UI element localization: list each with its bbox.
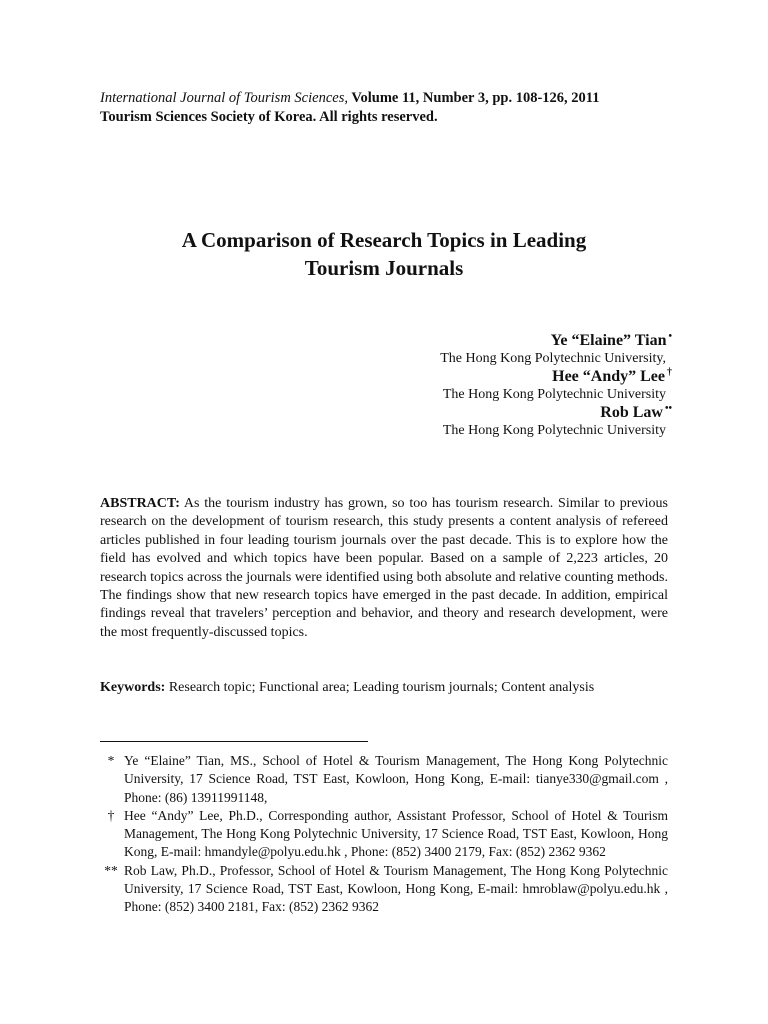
footnote-divider xyxy=(100,741,368,742)
footnotes xyxy=(100,752,668,917)
author-affiliation: The Hong Kong Polytechnic University xyxy=(442,387,666,402)
footnote-mark: ** xyxy=(104,862,118,878)
keywords-label: Keywords: xyxy=(100,680,166,695)
paper-title xyxy=(100,226,668,282)
author-name-text: Rob Law xyxy=(600,404,663,421)
author-name xyxy=(300,403,672,422)
author-name xyxy=(300,331,672,350)
footnote xyxy=(100,862,668,917)
author-mark: † xyxy=(667,367,672,378)
author-mark: •• xyxy=(664,403,672,414)
footnote xyxy=(100,752,668,807)
author-name xyxy=(300,367,672,386)
journal-citation-line xyxy=(100,89,700,108)
footnote-text: Hee “Andy” Lee, Ph.D., Corresponding author, Assistant Professor, School of Hotel & Tourism Management, The Hong Kong Polytechnic University, 17 Science Road, TST East, Kowloon, Hong Kong, E-mail: hmandyle@polyu.edu.hk , Phone: (852) 3400 2179, Fax: (852) 2362 9362 xyxy=(124,807,668,860)
author-mark: • xyxy=(668,331,672,342)
journal-volume: Volume 11, Number 3, pp. 108-126, 2011 xyxy=(347,90,600,106)
keywords-text: Research topic; Functional area; Leading tourism journals; Content analysis xyxy=(165,680,595,695)
title-line-2: Tourism Journals xyxy=(304,256,464,280)
footnote-mark: * xyxy=(107,753,115,768)
abstract-text: As the tourism industry has grown, so too has tourism research. Similar to previous research on the development of tourism research, this study presents a content analysis of refereed articles published in four leading tourism journals over the past decade. This is to explore how the field has evolved and which topics have been popular. Based on a sample of 2,223 articles, 20 research topics across the journals were identified using both absolute and relative counting methods. The findings show that new research topics have emerged in the past decade. In addition, empirical findings reveal that travelers’ perception and behavior, and theory and research development, were the most frequently-discussed topics. xyxy=(100,496,668,640)
copyright-notice: Tourism Sciences Society of Korea. All rights reserved. xyxy=(100,109,438,125)
footnote-text: Rob Law, Ph.D., Professor, School of Hotel & Tourism Management, The Hong Kong Polytechnic University, 17 Science Road, TST East, Kowloon, Hong Kong, E-mail: hmroblaw@polyu.edu.hk , Phone: (852) 3400 2181, Fax: (852) 2362 9362 xyxy=(124,862,668,915)
author-affiliation: The Hong Kong Polytechnic University xyxy=(442,423,666,438)
footnote-text: Ye “Elaine” Tian, MS., School of Hotel & Tourism Management, The Hong Kong Polytechnic University, 17 Science Road, TST East, Kowloon, Hong Kong, E-mail: tianye330@gmail.com , Phone: (86) 13911991148, xyxy=(124,753,668,805)
title-line-1: A Comparison of Research Topics in Leading xyxy=(181,228,587,252)
keywords xyxy=(100,679,700,697)
author-name-text: Hee “Andy” Lee xyxy=(552,368,665,385)
author-affiliation: The Hong Kong Polytechnic University, xyxy=(440,351,666,366)
abstract-label: ABSTRACT: xyxy=(100,496,180,511)
author-name-text: Ye “Elaine” Tian xyxy=(550,332,667,349)
abstract xyxy=(100,495,668,642)
author-block xyxy=(300,331,672,439)
footnote-mark: † xyxy=(107,807,115,823)
journal-name: International Journal of Tourism Sciences, xyxy=(100,90,348,106)
footnote xyxy=(100,807,668,862)
journal-header xyxy=(100,89,700,127)
